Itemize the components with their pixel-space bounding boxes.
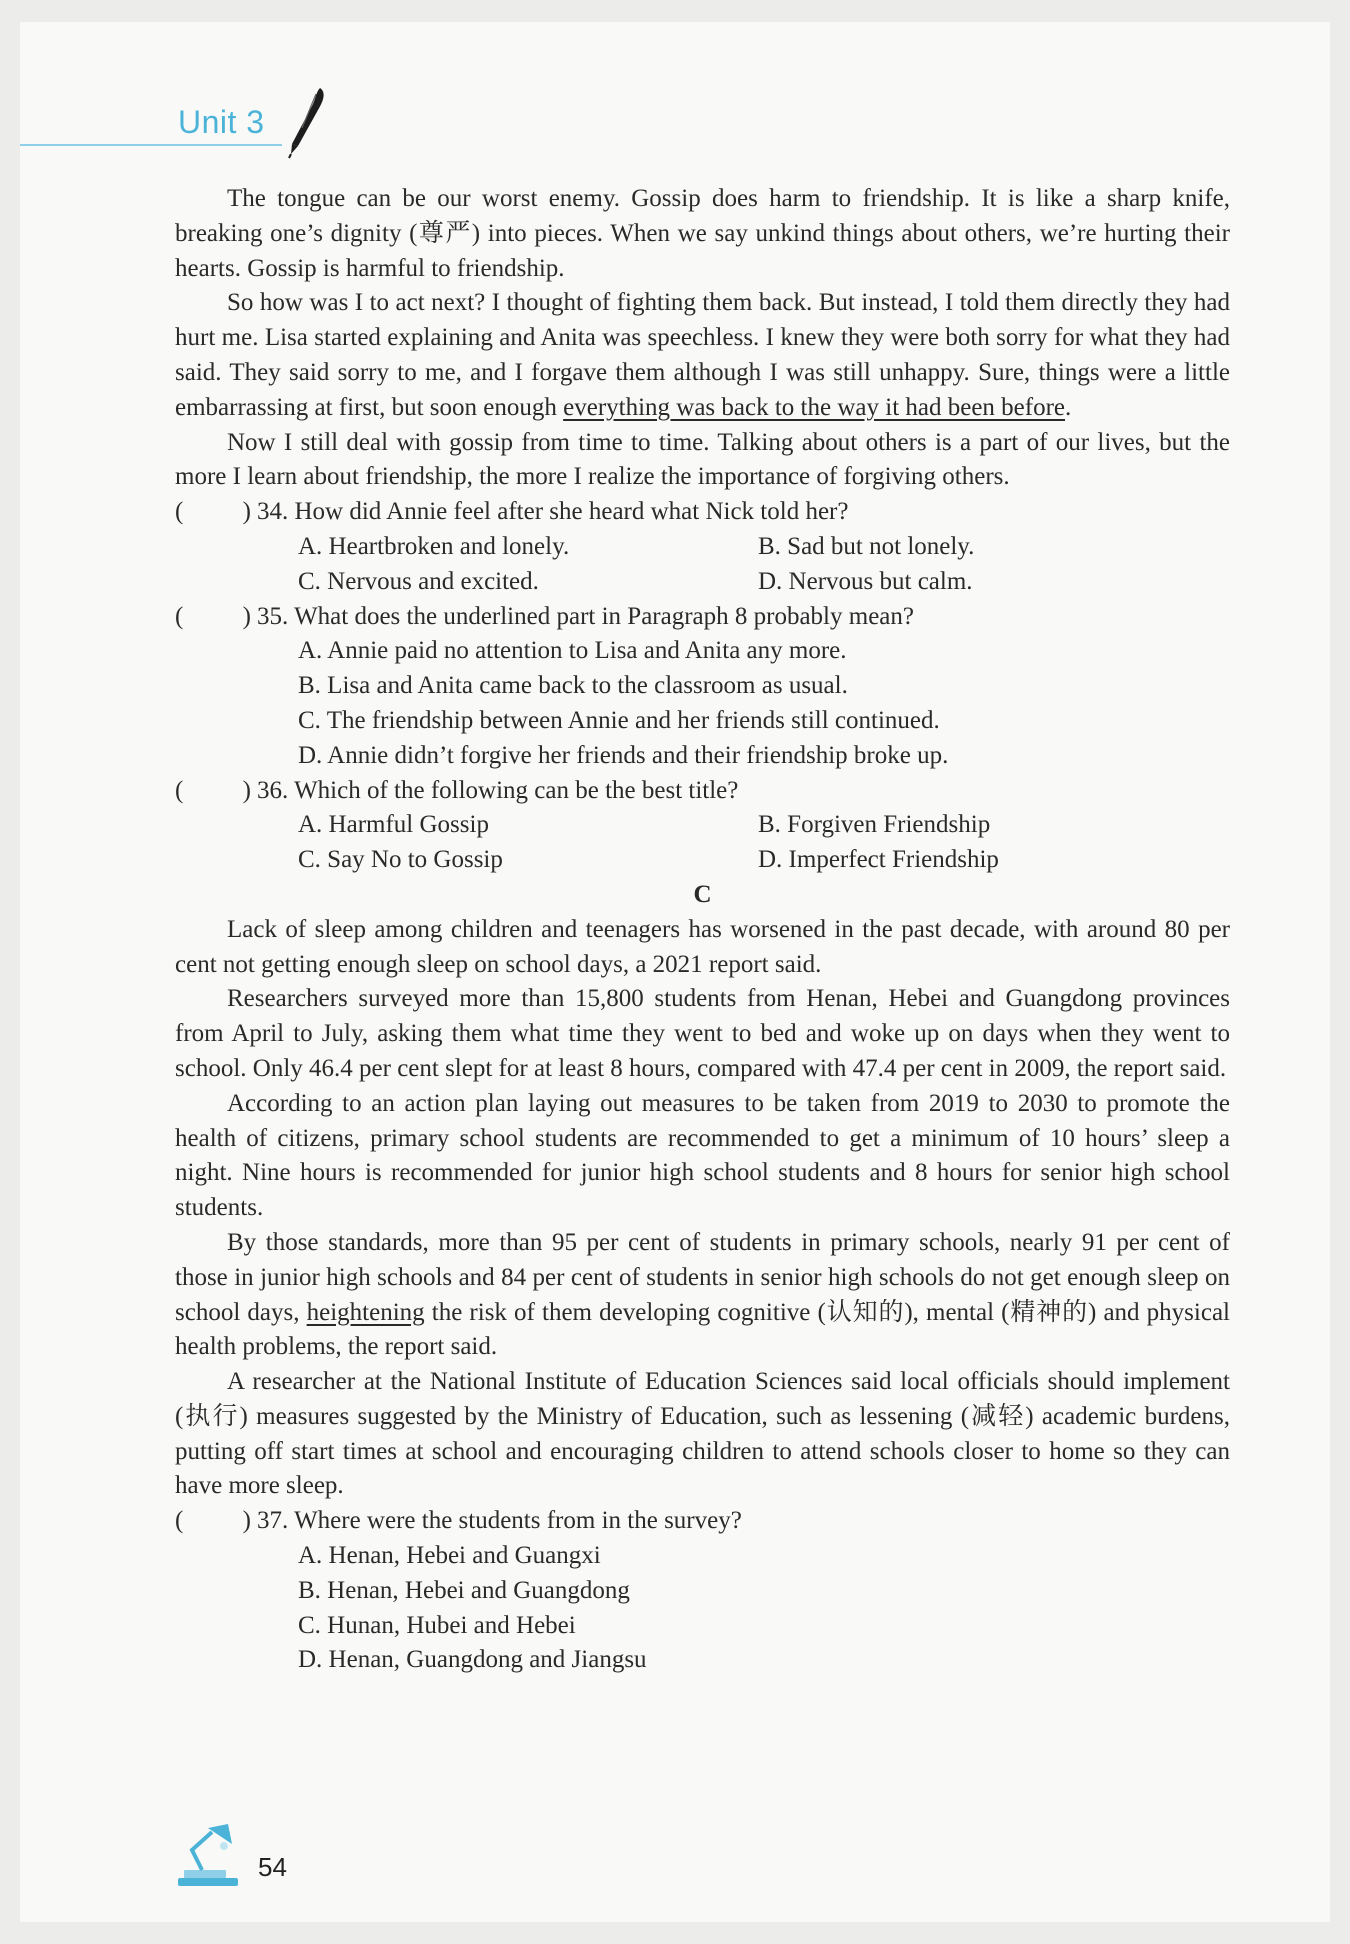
option-a: A. Henan, Hebei and Guangxi <box>298 1542 601 1570</box>
option-c: C. The friendship between Annie and her friends still continued. <box>298 706 940 734</box>
passage-b-paragraph: The tongue can be our worst enemy. Gossip does harm to friendship. It is like a sharp knife, breaking one’s dignity (尊严) into pieces. When we say unkind things about others, we’re hurting their hearts. Gossip is harmful to friendship. <box>175 185 1230 282</box>
textbook-page <box>20 22 1330 1922</box>
answer-bracket[interactable]: ( ) <box>175 602 251 630</box>
question-35 <box>175 600 1230 635</box>
question-text: Which of the following can be the best title? <box>294 776 739 804</box>
answer-bracket[interactable]: ( ) <box>175 1507 251 1535</box>
option-a: A. Annie paid no attention to Lisa and Anita any more. <box>298 637 847 665</box>
header-divider <box>20 144 282 146</box>
question-number: 35. <box>257 602 289 630</box>
unit-header <box>20 92 320 162</box>
question-text: What does the underlined part in Paragraph 8 probably mean? <box>294 602 914 630</box>
option-b: B. Lisa and Anita came back to the classroom as usual. <box>298 672 848 700</box>
section-heading: C <box>693 880 712 908</box>
passage-c-paragraph: By those standards, more than 95 per cent of students in primary schools, nearly 91 per cent of those in junior high schools and 84 per cent of students in senior high schools do not get enough sleep on school days, heightening the risk of them developing cognitive (认知的), mental (精神的) and physical health problems, the report said. <box>175 1228 1230 1361</box>
passage-b-paragraph: So how was I to act next? I thought of fighting them back. But instead, I told them directly they had hurt me. Lisa started explaining and Anita was speechless. I knew they were both sorry for what they had said. They said sorry to me, and I forgave them although I was still unhappy. Sure, things were a little embarrassing at first, but soon enough everything was back to the way it had been before. <box>175 289 1230 421</box>
answer-bracket[interactable]: ( ) <box>175 776 251 804</box>
underlined-phrase: everything was back to the way it had been before <box>563 393 1066 421</box>
option-c: C. Hunan, Hubei and Hebei <box>298 1611 576 1639</box>
option-c: C. Say No to Gossip <box>298 846 503 874</box>
option-d: D. Nervous but calm. <box>758 567 973 595</box>
passage-b-paragraph: Now I still deal with gossip from time to time. Talking about others is a part of our lives, but the more I learn about friendship, the more I realize the importance of forgiving others. <box>175 428 1230 491</box>
passage-c-paragraph: Lack of sleep among children and teenagers has worsened in the past decade, with around 80 per cent not getting enough sleep on school days, a 2021 report said. <box>175 915 1230 978</box>
options-35 <box>298 634 1230 773</box>
page-number: 54 <box>258 1852 287 1882</box>
options-34 <box>298 530 1230 600</box>
options-37 <box>298 1539 1230 1678</box>
option-d: D. Imperfect Friendship <box>758 846 999 874</box>
option-a: A. Heartbroken and lonely. <box>298 532 570 560</box>
pen-icon <box>280 84 328 160</box>
question-text: Where were the students from in the survey? <box>294 1507 742 1535</box>
option-b: B. Henan, Hebei and Guangdong <box>298 1576 630 1604</box>
answer-bracket[interactable]: ( ) <box>175 498 251 526</box>
passage-c-paragraph: Researchers surveyed more than 15,800 students from Henan, Hebei and Guangdong provinces from April to July, asking them what time they went to bed and woke up on days when they went to school. Only 46.4 per cent slept for at least 8 hours, compared with 47.4 per cent in 2009, the report said. <box>175 985 1230 1082</box>
unit-title: Unit 3 <box>178 104 265 140</box>
passage-c-paragraph: According to an action plan laying out measures to be taken from 2019 to 2030 to promote the health of citizens, primary school students are recommended to get a minimum of 10 hours’ sleep a night. Nine hours is recommended for junior high school students and 8 hours for senior high school students. <box>175 1089 1230 1222</box>
question-37 <box>175 1504 1230 1539</box>
question-number: 37. <box>257 1507 289 1535</box>
option-b: B. Forgiven Friendship <box>758 811 991 839</box>
option-d: D. Henan, Guangdong and Jiangsu <box>298 1646 647 1674</box>
question-34 <box>175 495 1230 530</box>
options-36 <box>298 808 1230 878</box>
desk-lamp-icon <box>172 1822 252 1888</box>
option-d: D. Annie didn’t forgive her friends and their friendship broke up. <box>298 741 949 769</box>
underlined-word: heightening <box>306 1298 425 1326</box>
question-36 <box>175 774 1230 809</box>
passage-c-paragraph: A researcher at the National Institute of Education Sciences said local officials should implement (执行) measures suggested by the Ministry of Education, such as lessening (减轻) academic burdens, putting off start times at school and encouraging children to attend schools closer to home so they can have more sleep. <box>175 1368 1230 1500</box>
question-number: 36. <box>257 776 289 804</box>
option-a: A. Harmful Gossip <box>298 811 489 839</box>
option-c: C. Nervous and excited. <box>298 567 539 595</box>
page-footer <box>172 1822 412 1894</box>
question-text: How did Annie feel after she heard what Nick told her? <box>294 498 849 526</box>
main-content <box>175 182 1230 1678</box>
option-b: B. Sad but not lonely. <box>758 532 975 560</box>
question-number: 34. <box>257 498 289 526</box>
